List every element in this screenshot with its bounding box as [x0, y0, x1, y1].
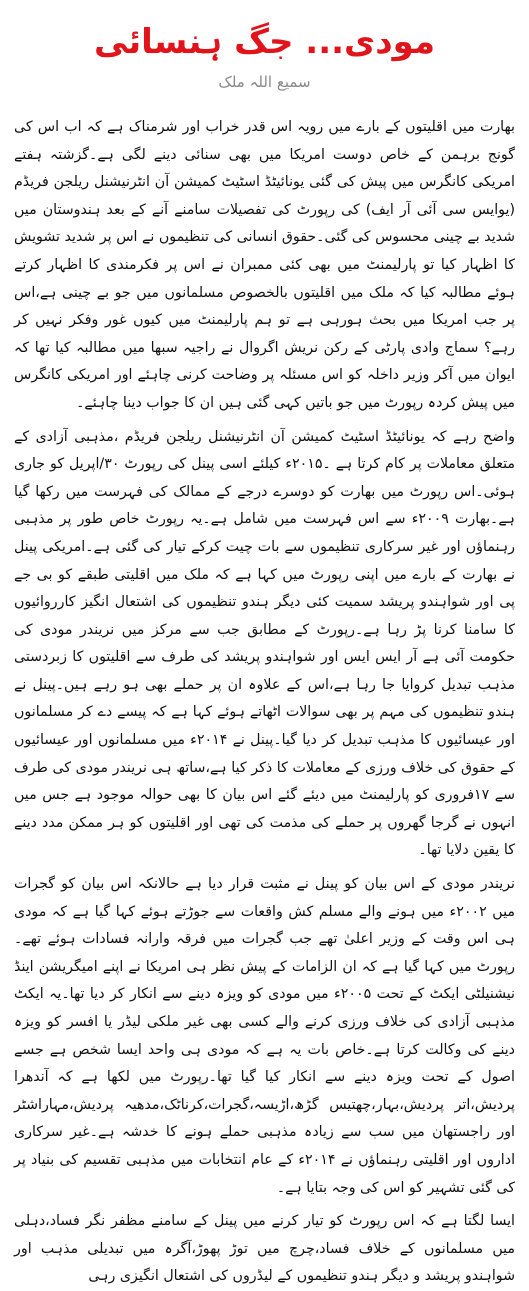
author-name: سمیع اللہ ملک	[218, 73, 311, 91]
paragraph: نریندر مودی کے اس بیان کو پینل نے مثبت قرار دیا ہے حالانکہ اس بیان کو گجرات میں ۲۰۰۲ء میں ہونے والے مسلم کش واقعات سے جوڑتے ہوئے کہا گیا ہے کہ مودی ہی اس وقت کے وزیر اعلیٰ تھے جب گجرات میں فرقہ وارانہ فسادات ہوئے تھے۔رپورٹ میں کہا گیا ہے کہ ان الزامات کے پیش نظر ہی امریکا نے اپنے امیگریشن اینڈ نیشنیلٹی ایکٹ کے تحت ۲۰۰۵ء میں مودی کو ویزہ دینے سے انکار کر دیا تھا۔یہ ایکٹ مذہبی آزادی کی خلاف ورزی کرنے والے کسی بھی غیر ملکی لیڈر یا افسر کو ویزہ دینے کی وکالت کرتا ہے۔خاص بات یہ ہے کہ مودی ہی واحد ایسا شخص ہے جسے اصول کے تحت ویزہ دینے سے انکار کیا گیا تھا۔رپورٹ میں لکھا ہے کہ آندھرا پردیش،اتر پردیش،بہار،چھتیس گڑھ،اڑیسہ،گجرات،کرناٹک،مدھیہ پردیش،مہاراشٹر اور راجستھان میں سب سے زیادہ مذہبی حملے ہونے کا خدشہ ہے۔غیر سرکاری اداروں اور اقلیتی رہنماؤں نے ۲۰۱۴ء کے عام انتخابات میں مذہبی تقسیم کی بنیاد پر کی گئی تشہیر کو اس کی وجہ بتایا ہے۔	[14, 876, 516, 1196]
paragraph: بھارت میں اقلیتوں کے بارے میں رویہ اس قدر خراب اور شرمناک ہے کہ اب اس کی گونج برہمن کے خاص دوست امریکا میں بھی سنائی دینے لگی ہے۔گزشتہ ہفتے امریکی کانگرس میں پیش کی گئی یونائیٹڈ اسٹیٹ کمیشن آن انٹرنیشنل ریلجن فریڈم (یوایس سی آئی آر ایف) کی رپورٹ کی تفصیلات سامنے آنے کے بعد ہندوستان میں شدید بے چینی محسوس کی گئی۔حقوق انسانی کی تنظیموں نے اس پر شدید تشویش کا اظہار کیا تو پارلیمنٹ میں بھی کئی ممبران نے اس پر فکرمندی کا اظہار کرتے ہوئے مطالبہ کیا کہ ملک میں اقلیتوں بالخصوص مسلمانوں میں جو بے چینی ہے،اس پر جب امریکا میں بحث ہورہی ہے تو ہم پارلیمنٹ میں کیوں غور وفکر نہیں کر رہے؟ سماج وادی پارٹی کے رکن نریش اگروال نے راجیہ سبھا میں مطالبہ کیا تھا کہ ایوان میں آکر وزیر داخلہ کو اس مسئلہ پر وضاحت کرنی چاہئے اور امریکی کانگرس میں پیش کردہ رپورٹ میں جو باتیں کہی گئی ہیں ان کا جواب دینا چاہئے۔	[14, 119, 515, 411]
article-body	[14, 114, 515, 1291]
article-title: مودی... جگ ہنسائی	[93, 22, 436, 62]
paragraph: واضح رہے کہ یونائیٹڈ اسٹیٹ کمیشن آن انٹرنیشنل ریلجن فریڈم ،مذہبی آزادی کے متعلق معاملات پر کام کرتا ہے ۔۲۰۱۵ء کیلئے اسی پینل کی رپورٹ ۳۰/اپریل کو جاری ہوئی۔اس رپورٹ میں بھارت کو دوسرے درجے کے ممالک کی فہرست میں رکھا گیا ہے۔بھارت ۲۰۰۹ء سے اس فہرست میں شامل ہے۔یہ رپورٹ خاص طور پر مذہبی رہنماؤں اور غیر سرکاری تنظیموں سے بات چیت کرکے تیار کی گئی ہے۔امریکی پینل نے بھارت کے بارے میں اپنی رپورٹ میں کہا ہے کہ ملک میں اقلیتی طبقے کو بی جے پی اور شواہندو پریشد سمیت کئی دیگر ہندو تنظیموں کی اشتعال انگیز کارروائیوں کا سامنا کرنا پڑ رہا ہے۔رپورٹ کے مطابق جب سے مرکز میں نریندر مودی کی حکومت آئی ہے آر ایس ایس اور شواہندو پریشد کی طرف سے اقلیتوں کا زبردستی مذہب تبدیل کروایا جا رہا ہے،اس کے علاوہ ان پر حملے بھی ہو رہے ہیں۔پینل نے ہندو تنظیموں کی مہم پر بھی سوالات اٹھاتے ہوئے کہا ہے کہ پیسے دے کر مسلمانوں اور عیسائیوں کا مذہب تبدیل کر دیا گیا۔پینل نے ۲۰۱۴ء میں مسلمانوں اور عیسائیوں کے حقوق کی خلاف ورزی کے معاملات کا ذکر کیا ہے،ساتھ ہی نریندر مودی کی طرف سے ۱۷فروری کو پارلیمنٹ میں دیئے گئے اس بیان کا بھی حوالہ موجود ہے جس میں انہوں نے گرجا گھروں پر حملے کی مذمت کی تھی اور اقلیتوں کو ہر ممکن مدد دینے کا یقین دلایا تھا۔	[14, 428, 515, 859]
paragraph: ایسا لگتا ہے کہ اس رپورٹ کو تیار کرنے میں پینل کے سامنے مظفر نگر فساد،دہلی میں مسلمانوں کے خلاف فساد،چرچ میں توڑ پھوڑ،آگرہ میں تبدیلی مذہب اور شواہندو پریشد و دیگر ہندو تنظیموں کے لیڈروں کی اشتعال انگیزی رہی	[14, 1213, 515, 1285]
